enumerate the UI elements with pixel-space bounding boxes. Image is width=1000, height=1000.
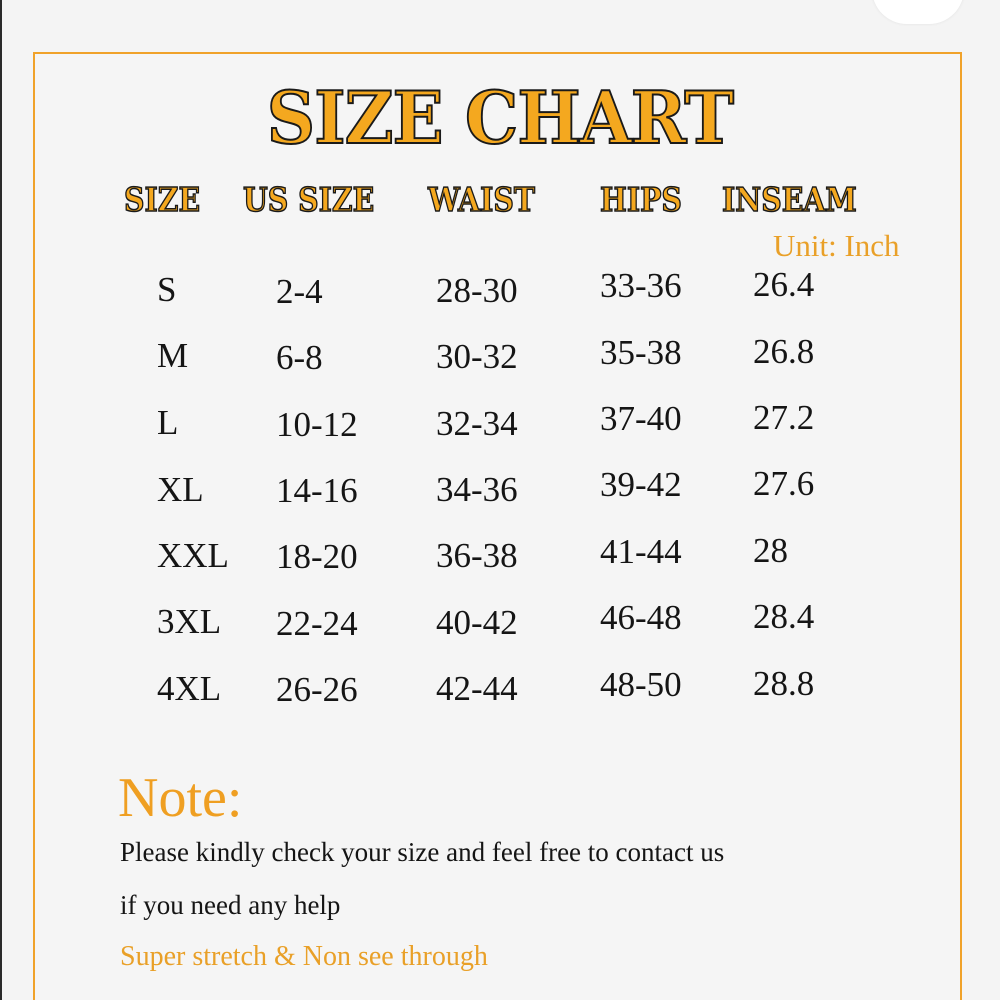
- table-cell-inseam: 26.8: [753, 332, 815, 371]
- corner-menu-button[interactable]: [872, 0, 964, 24]
- unit-label: Unit: Inch: [773, 228, 900, 263]
- left-edge-divider: [0, 0, 2, 1000]
- header-us-size: US SIZE: [243, 180, 375, 219]
- table-cell-size: M: [157, 336, 189, 375]
- header-waist: WAIST: [428, 180, 535, 219]
- table-cell-us-size: 14-16: [276, 471, 358, 510]
- note-heading: Note:: [118, 767, 243, 829]
- table-cell-inseam: 28.4: [753, 597, 815, 636]
- table-cell-inseam: 27.6: [753, 464, 815, 503]
- table-cell-waist: 36-38: [436, 536, 518, 575]
- table-cell-inseam: 28: [753, 531, 788, 570]
- table-cell-size: XL: [157, 470, 204, 509]
- table-cell-hips: 39-42: [600, 465, 682, 504]
- chart-title: SIZE CHART: [266, 75, 734, 160]
- table-cell-us-size: 10-12: [276, 405, 358, 444]
- table-cell-hips: 37-40: [600, 399, 682, 438]
- table-cell-hips: 33-36: [600, 266, 682, 305]
- table-cell-size: 3XL: [157, 602, 222, 641]
- table-cell-waist: 30-32: [436, 337, 518, 376]
- table-cell-size: 4XL: [157, 669, 222, 708]
- note-highlight: Super stretch & Non see through: [120, 941, 488, 972]
- table-cell-waist: 40-42: [436, 603, 518, 642]
- table-cell-us-size: 18-20: [276, 537, 358, 576]
- table-cell-us-size: 2-4: [276, 272, 323, 311]
- header-hips: HIPS: [600, 180, 682, 219]
- table-cell-hips: 48-50: [600, 665, 682, 704]
- table-cell-us-size: 22-24: [276, 604, 358, 643]
- cropped-text-line: [120, 992, 540, 1000]
- table-cell-size: XXL: [157, 536, 229, 575]
- table-cell-waist: 28-30: [436, 271, 518, 310]
- table-cell-inseam: 28.8: [753, 664, 815, 703]
- note-text-line-1: Please kindly check your size and feel free to contact us: [120, 837, 725, 867]
- table-cell-hips: 41-44: [600, 532, 682, 571]
- table-cell-inseam: 27.2: [753, 398, 815, 437]
- table-cell-waist: 34-36: [436, 470, 518, 509]
- header-size: SIZE: [124, 180, 201, 219]
- table-cell-inseam: 26.4: [753, 265, 815, 304]
- table-cell-waist: 42-44: [436, 669, 518, 708]
- table-cell-hips: 35-38: [600, 333, 682, 372]
- note-text-line-2: if you need any help: [120, 890, 341, 920]
- table-cell-us-size: 6-8: [276, 338, 323, 377]
- table-cell-us-size: 26-26: [276, 670, 358, 709]
- table-cell-size: S: [157, 270, 177, 309]
- table-cell-hips: 46-48: [600, 598, 682, 637]
- header-inseam: INSEAM: [722, 180, 857, 219]
- table-cell-waist: 32-34: [436, 404, 518, 443]
- table-cell-size: L: [157, 403, 179, 442]
